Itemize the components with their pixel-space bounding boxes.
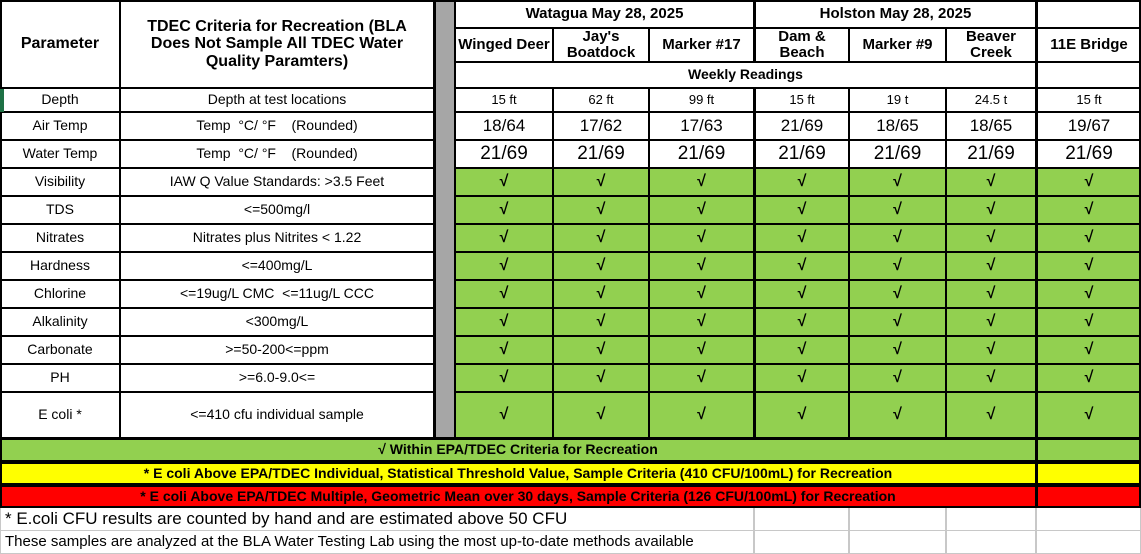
value-water-temp-marker-9[interactable]: 21/69 bbox=[849, 140, 946, 168]
weekly-empty-right[interactable] bbox=[1036, 62, 1141, 88]
check-ph-11e-bridge[interactable]: √ bbox=[1036, 364, 1141, 392]
check-tds-11e-bridge[interactable]: √ bbox=[1036, 196, 1141, 224]
check-carbonate-beaver-creek[interactable]: √ bbox=[946, 336, 1036, 364]
criteria-visibility[interactable]: IAW Q Value Standards: >3.5 Feet bbox=[120, 168, 435, 196]
check-ph-jay-s-boatdock[interactable]: √ bbox=[553, 364, 649, 392]
criteria-water-temp[interactable]: Temp °C/ °F (Rounded) bbox=[120, 140, 435, 168]
check-e-coli-marker-9[interactable]: √ bbox=[849, 392, 946, 438]
check-tds-winged-deer[interactable]: √ bbox=[455, 196, 553, 224]
check-visibility-beaver-creek[interactable]: √ bbox=[946, 168, 1036, 196]
parameter-column-header[interactable]: Parameter bbox=[0, 0, 120, 88]
param-label-carbonate[interactable]: Carbonate bbox=[0, 336, 120, 364]
check-hardness-beaver-creek[interactable]: √ bbox=[946, 252, 1036, 280]
check-hardness-jay-s-boatdock[interactable]: √ bbox=[553, 252, 649, 280]
note-empty-cell[interactable] bbox=[849, 531, 946, 554]
check-ph-marker-17[interactable]: √ bbox=[649, 364, 754, 392]
criteria-nitrates[interactable]: Nitrates plus Nitrites < 1.22 bbox=[120, 224, 435, 252]
site-header-11e-bridge[interactable]: 11E Bridge bbox=[1036, 28, 1141, 62]
check-nitrates-beaver-creek[interactable]: √ bbox=[946, 224, 1036, 252]
param-label-depth[interactable]: Depth bbox=[0, 88, 120, 112]
site-header-winged-deer[interactable]: Winged Deer bbox=[455, 28, 553, 62]
note-empty-cell[interactable] bbox=[946, 508, 1036, 531]
check-e-coli-winged-deer[interactable]: √ bbox=[455, 392, 553, 438]
value-depth-marker-9[interactable]: 19 t bbox=[849, 88, 946, 112]
note-empty-cell[interactable] bbox=[1036, 531, 1141, 554]
value-air-temp-marker-17[interactable]: 17/63 bbox=[649, 112, 754, 140]
value-air-temp-marker-9[interactable]: 18/65 bbox=[849, 112, 946, 140]
param-label-alkalinity[interactable]: Alkalinity bbox=[0, 308, 120, 336]
param-label-ph[interactable]: PH bbox=[0, 364, 120, 392]
check-hardness-marker-9[interactable]: √ bbox=[849, 252, 946, 280]
criteria-depth[interactable]: Depth at test locations bbox=[120, 88, 435, 112]
check-nitrates-marker-17[interactable]: √ bbox=[649, 224, 754, 252]
param-label-e-coli[interactable]: E coli * bbox=[0, 392, 120, 438]
legend-ecoli-individual[interactable]: * E coli Above EPA/TDEC Individual, Statistical Threshold Value, Sample Criteria (410 CFU/100mL) for Recreation bbox=[0, 462, 1036, 485]
check-visibility-marker-17[interactable]: √ bbox=[649, 168, 754, 196]
note-empty-cell[interactable] bbox=[754, 508, 849, 531]
check-hardness-winged-deer[interactable]: √ bbox=[455, 252, 553, 280]
group-header-holston[interactable]: Holston May 28, 2025 bbox=[754, 0, 1036, 28]
param-label-air-temp[interactable]: Air Temp bbox=[0, 112, 120, 140]
value-depth-11e-bridge[interactable]: 15 ft bbox=[1036, 88, 1141, 112]
check-chlorine-11e-bridge[interactable]: √ bbox=[1036, 280, 1141, 308]
value-air-temp-dam-beach[interactable]: 21/69 bbox=[754, 112, 849, 140]
check-tds-beaver-creek[interactable]: √ bbox=[946, 196, 1036, 224]
check-visibility-11e-bridge[interactable]: √ bbox=[1036, 168, 1141, 196]
value-depth-dam-beach[interactable]: 15 ft bbox=[754, 88, 849, 112]
check-e-coli-jay-s-boatdock[interactable]: √ bbox=[553, 392, 649, 438]
check-chlorine-dam-beach[interactable]: √ bbox=[754, 280, 849, 308]
weekly-readings-band[interactable]: Weekly Readings bbox=[455, 62, 1036, 88]
check-chlorine-winged-deer[interactable]: √ bbox=[455, 280, 553, 308]
value-water-temp-winged-deer[interactable]: 21/69 bbox=[455, 140, 553, 168]
value-air-temp-jay-s-boatdock[interactable]: 17/62 bbox=[553, 112, 649, 140]
check-alkalinity-dam-beach[interactable]: √ bbox=[754, 308, 849, 336]
check-ph-winged-deer[interactable]: √ bbox=[455, 364, 553, 392]
check-ph-beaver-creek[interactable]: √ bbox=[946, 364, 1036, 392]
check-carbonate-marker-17[interactable]: √ bbox=[649, 336, 754, 364]
param-label-hardness[interactable]: Hardness bbox=[0, 252, 120, 280]
check-ph-marker-9[interactable]: √ bbox=[849, 364, 946, 392]
legend-within-criteria[interactable]: √ Within EPA/TDEC Criteria for Recreation bbox=[0, 438, 1036, 462]
value-water-temp-marker-17[interactable]: 21/69 bbox=[649, 140, 754, 168]
value-depth-beaver-creek[interactable]: 24.5 t bbox=[946, 88, 1036, 112]
site-header-dam-beach[interactable]: Dam & Beach bbox=[754, 28, 849, 62]
criteria-alkalinity[interactable]: <300mg/L bbox=[120, 308, 435, 336]
value-air-temp-11e-bridge[interactable]: 19/67 bbox=[1036, 112, 1141, 140]
site-header-beaver-creek[interactable]: Beaver Creek bbox=[946, 28, 1036, 62]
site-header-jay-s-boatdock[interactable]: Jay's Boatdock bbox=[553, 28, 649, 62]
check-alkalinity-jay-s-boatdock[interactable]: √ bbox=[553, 308, 649, 336]
check-nitrates-winged-deer[interactable]: √ bbox=[455, 224, 553, 252]
criteria-ph[interactable]: >=6.0-9.0<= bbox=[120, 364, 435, 392]
column-gutter bbox=[435, 0, 455, 438]
check-carbonate-dam-beach[interactable]: √ bbox=[754, 336, 849, 364]
check-e-coli-beaver-creek[interactable]: √ bbox=[946, 392, 1036, 438]
value-air-temp-beaver-creek[interactable]: 18/65 bbox=[946, 112, 1036, 140]
check-tds-marker-17[interactable]: √ bbox=[649, 196, 754, 224]
value-water-temp-11e-bridge[interactable]: 21/69 bbox=[1036, 140, 1141, 168]
check-carbonate-winged-deer[interactable]: √ bbox=[455, 336, 553, 364]
site-header-marker-9[interactable]: Marker #9 bbox=[849, 28, 946, 62]
criteria-tds[interactable]: <=500mg/l bbox=[120, 196, 435, 224]
check-nitrates-marker-9[interactable]: √ bbox=[849, 224, 946, 252]
value-water-temp-dam-beach[interactable]: 21/69 bbox=[754, 140, 849, 168]
value-depth-marker-17[interactable]: 99 ft bbox=[649, 88, 754, 112]
check-chlorine-marker-9[interactable]: √ bbox=[849, 280, 946, 308]
check-visibility-jay-s-boatdock[interactable]: √ bbox=[553, 168, 649, 196]
value-water-temp-jay-s-boatdock[interactable]: 21/69 bbox=[553, 140, 649, 168]
site-header-marker-17[interactable]: Marker #17 bbox=[649, 28, 754, 62]
note-empty-cell[interactable] bbox=[1036, 508, 1141, 531]
note-empty-cell[interactable] bbox=[754, 531, 849, 554]
check-tds-marker-9[interactable]: √ bbox=[849, 196, 946, 224]
check-tds-jay-s-boatdock[interactable]: √ bbox=[553, 196, 649, 224]
check-carbonate-marker-9[interactable]: √ bbox=[849, 336, 946, 364]
check-alkalinity-11e-bridge[interactable]: √ bbox=[1036, 308, 1141, 336]
check-visibility-winged-deer[interactable]: √ bbox=[455, 168, 553, 196]
param-label-visibility[interactable]: Visibility bbox=[0, 168, 120, 196]
value-air-temp-winged-deer[interactable]: 18/64 bbox=[455, 112, 553, 140]
param-label-nitrates[interactable]: Nitrates bbox=[0, 224, 120, 252]
param-label-chlorine[interactable]: Chlorine bbox=[0, 280, 120, 308]
legend-within-criteria-right-cell[interactable] bbox=[1036, 438, 1141, 462]
value-depth-winged-deer[interactable]: 15 ft bbox=[455, 88, 553, 112]
param-label-water-temp[interactable]: Water Temp bbox=[0, 140, 120, 168]
header-empty-top-right[interactable] bbox=[1036, 0, 1141, 28]
check-nitrates-jay-s-boatdock[interactable]: √ bbox=[553, 224, 649, 252]
note-empty-cell[interactable] bbox=[849, 508, 946, 531]
check-nitrates-11e-bridge[interactable]: √ bbox=[1036, 224, 1141, 252]
criteria-column-header[interactable]: TDEC Criteria for Recreation (BLA Does Not Sample All TDEC Water Quality Paramters) bbox=[120, 0, 435, 88]
note-lab-methods[interactable]: These samples are analyzed at the BLA Water Testing Lab using the most up-to-date methods available bbox=[0, 531, 754, 554]
note-empty-cell[interactable] bbox=[946, 531, 1036, 554]
check-alkalinity-beaver-creek[interactable]: √ bbox=[946, 308, 1036, 336]
check-e-coli-11e-bridge[interactable]: √ bbox=[1036, 392, 1141, 438]
check-visibility-dam-beach[interactable]: √ bbox=[754, 168, 849, 196]
legend-ecoli-individual-right-cell[interactable] bbox=[1036, 462, 1141, 485]
criteria-air-temp[interactable]: Temp °C/ °F (Rounded) bbox=[120, 112, 435, 140]
check-tds-dam-beach[interactable]: √ bbox=[754, 196, 849, 224]
check-alkalinity-marker-9[interactable]: √ bbox=[849, 308, 946, 336]
check-carbonate-jay-s-boatdock[interactable]: √ bbox=[553, 336, 649, 364]
check-chlorine-beaver-creek[interactable]: √ bbox=[946, 280, 1036, 308]
value-depth-jay-s-boatdock[interactable]: 62 ft bbox=[553, 88, 649, 112]
value-water-temp-beaver-creek[interactable]: 21/69 bbox=[946, 140, 1036, 168]
note-ecoli-counting[interactable]: * E.coli CFU results are counted by hand and are estimated above 50 CFU bbox=[0, 508, 754, 531]
check-alkalinity-winged-deer[interactable]: √ bbox=[455, 308, 553, 336]
check-hardness-dam-beach[interactable]: √ bbox=[754, 252, 849, 280]
check-carbonate-11e-bridge[interactable]: √ bbox=[1036, 336, 1141, 364]
check-alkalinity-marker-17[interactable]: √ bbox=[649, 308, 754, 336]
check-ph-dam-beach[interactable]: √ bbox=[754, 364, 849, 392]
check-visibility-marker-9[interactable]: √ bbox=[849, 168, 946, 196]
param-label-tds[interactable]: TDS bbox=[0, 196, 120, 224]
check-hardness-11e-bridge[interactable]: √ bbox=[1036, 252, 1141, 280]
check-e-coli-dam-beach[interactable]: √ bbox=[754, 392, 849, 438]
criteria-chlorine[interactable]: <=19ug/L CMC <=11ug/L CCC bbox=[120, 280, 435, 308]
check-chlorine-jay-s-boatdock[interactable]: √ bbox=[553, 280, 649, 308]
check-nitrates-dam-beach[interactable]: √ bbox=[754, 224, 849, 252]
check-e-coli-marker-17[interactable]: √ bbox=[649, 392, 754, 438]
group-header-watagua[interactable]: Watagua May 28, 2025 bbox=[455, 0, 754, 28]
criteria-e-coli[interactable]: <=410 cfu individual sample bbox=[120, 392, 435, 438]
criteria-hardness[interactable]: <=400mg/L bbox=[120, 252, 435, 280]
legend-ecoli-geomean[interactable]: * E coli Above EPA/TDEC Multiple, Geometric Mean over 30 days, Sample Criteria (126 CFU/100mL) for Recreation bbox=[0, 485, 1036, 508]
legend-ecoli-geomean-right-cell[interactable] bbox=[1036, 485, 1141, 508]
criteria-carbonate[interactable]: >=50-200<=ppm bbox=[120, 336, 435, 364]
check-hardness-marker-17[interactable]: √ bbox=[649, 252, 754, 280]
check-chlorine-marker-17[interactable]: √ bbox=[649, 280, 754, 308]
